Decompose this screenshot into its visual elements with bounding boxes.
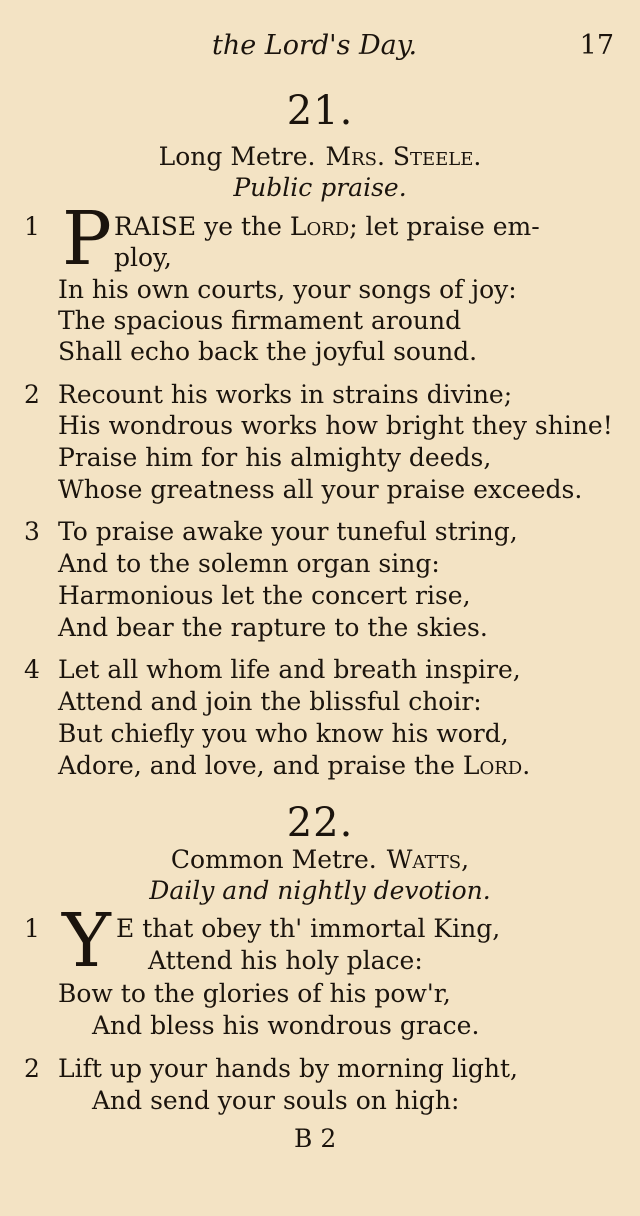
hymn-subject: Public praise. xyxy=(233,173,407,202)
small-caps-word: Lord xyxy=(289,212,350,241)
hymn-metre: Long Metre. xyxy=(158,142,316,171)
verse-line: Bow to the glories of his pow'r, xyxy=(58,979,451,1008)
verse-line: In his own courts, your songs of joy: xyxy=(58,275,517,304)
verse-line: His wondrous works how bright they shine! xyxy=(58,411,613,440)
signature-mark: B 2 xyxy=(294,1124,337,1153)
verse-line: And bless his wondrous grace. xyxy=(92,1011,480,1040)
verse-line: ploy, xyxy=(114,243,172,272)
verse-number: 2 xyxy=(24,380,40,409)
running-title: the Lord's Day. xyxy=(212,30,418,61)
verse-line: And send your souls on high: xyxy=(92,1086,460,1115)
verse-line: Harmonious let the concert rise, xyxy=(58,581,471,610)
verse-number: 2 xyxy=(24,1054,40,1083)
hymn-number: 21. xyxy=(286,88,354,134)
hymn-subject: Daily and nightly devotion. xyxy=(149,876,491,905)
hymn-author: Mrs. Steele. xyxy=(325,142,482,171)
small-caps-word: Lord xyxy=(462,751,523,780)
verse-number: 1 xyxy=(24,914,40,943)
verse-line: And bear the rapture to the skies. xyxy=(58,613,488,642)
verse-line: RAISE ye the Lord; let praise em- xyxy=(114,212,540,241)
drop-cap: Y xyxy=(62,898,111,984)
verse-line: Lift up your hands by morning light, xyxy=(58,1054,518,1083)
verse-line: E that obey th' immortal King, xyxy=(116,914,501,943)
drop-cap: P xyxy=(62,196,112,282)
verse-line: But chiefly you who know his word, xyxy=(58,719,509,748)
verse-number: 1 xyxy=(24,212,40,241)
hymn-metre: Common Metre. xyxy=(170,845,377,874)
verse-line: And to the solemn organ sing: xyxy=(58,549,440,578)
hymn-author: Watts, xyxy=(386,845,470,874)
verse-line: Recount his works in strains divine; xyxy=(58,380,513,409)
page-number: 17 xyxy=(579,30,614,61)
verse-number: 3 xyxy=(24,517,40,546)
verse-line: Attend his holy place: xyxy=(148,946,423,975)
verse-number: 4 xyxy=(24,655,40,684)
hymn-metre-line xyxy=(0,142,640,171)
verse-line: Adore, and love, and praise the Lord. xyxy=(58,751,531,780)
verse-line: The spacious firmament around xyxy=(58,306,462,335)
verse-line: Let all whom life and breath inspire, xyxy=(58,655,521,684)
verse-line: Attend and join the blissful choir: xyxy=(58,687,482,716)
verse-line: Whose greatness all your praise exceeds. xyxy=(58,475,583,504)
hymn-number: 22. xyxy=(286,800,354,846)
verse-line: Praise him for his almighty deeds, xyxy=(58,443,492,472)
verse-line: Shall echo back the joyful sound. xyxy=(58,337,478,366)
verse-line: To praise awake your tuneful string, xyxy=(58,517,518,546)
hymn-metre-line xyxy=(0,845,640,874)
